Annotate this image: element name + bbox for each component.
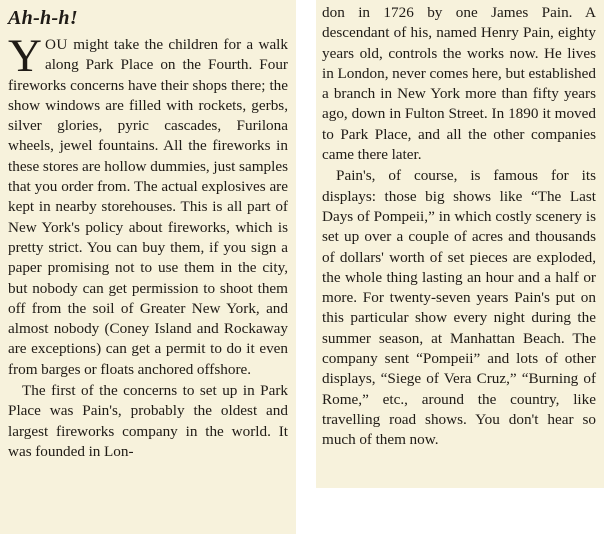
intro-small-caps: OU	[44, 36, 68, 53]
right-column	[316, 0, 604, 488]
paragraph-displays: Pain's, of course, is famous for its displays: those big shows like “The Last Days of Pompeii,” in which costly scenery is set up over a couple of acres and thousands of dollars' worth of set pieces are exploded, the whole thing lasting an hour and a half or more. For twenty-seven years Pain's put on this particular show every night during the summer season, at Manhattan Beach. The company sent “Pompeii” and lots of other displays, “Siege of Vera Cruz,” “Burning of Rome,” etc., around the country, like travelling road shows. You don't hear so much of them now.	[322, 167, 596, 449]
left-column	[0, 0, 296, 534]
intro-text: might take the children for a walk along Park Place on the Fourth. Four fireworks concerns have their shops there; the show windows are filled with rockets, gerbs, silver glories, pyric cascades, Furilona wheels, jewel fountains. All the fireworks in these stores are hollow dummies, just samples that you order from. The actual explosives are kept in nearby storehouses. This is all part of New York's policy about fireworks, which is pretty strict. You can buy them, if you sign a paper promising not to use them in the city, but nobody can get permission to shoot them off from the soil of Greater New York, and almost nobody (Coney Island and Rockaway are exceptions) can get a permit to do it even from barges or floats anchored offshore.	[8, 36, 288, 378]
article-heading: Ah-h-h!	[8, 7, 78, 29]
paragraph-first-concern: The first of the concerns to set up in Park Place was Pain's, probably the oldest and largest fireworks company in the world. It was founded in Lon-	[8, 382, 288, 460]
paragraph-continued: don in 1726 by one James Pain. A descendant of his, named Henry Pain, eighty years old, controls the works now. He lives in London, never comes here, but established a branch in New York more than fifty years ago, down in Fulton Street. In 1890 it moved to Park Place, and all the other companies came there later.	[322, 4, 596, 164]
paragraph-intro	[8, 30, 288, 380]
drop-cap: Y	[8, 30, 42, 82]
